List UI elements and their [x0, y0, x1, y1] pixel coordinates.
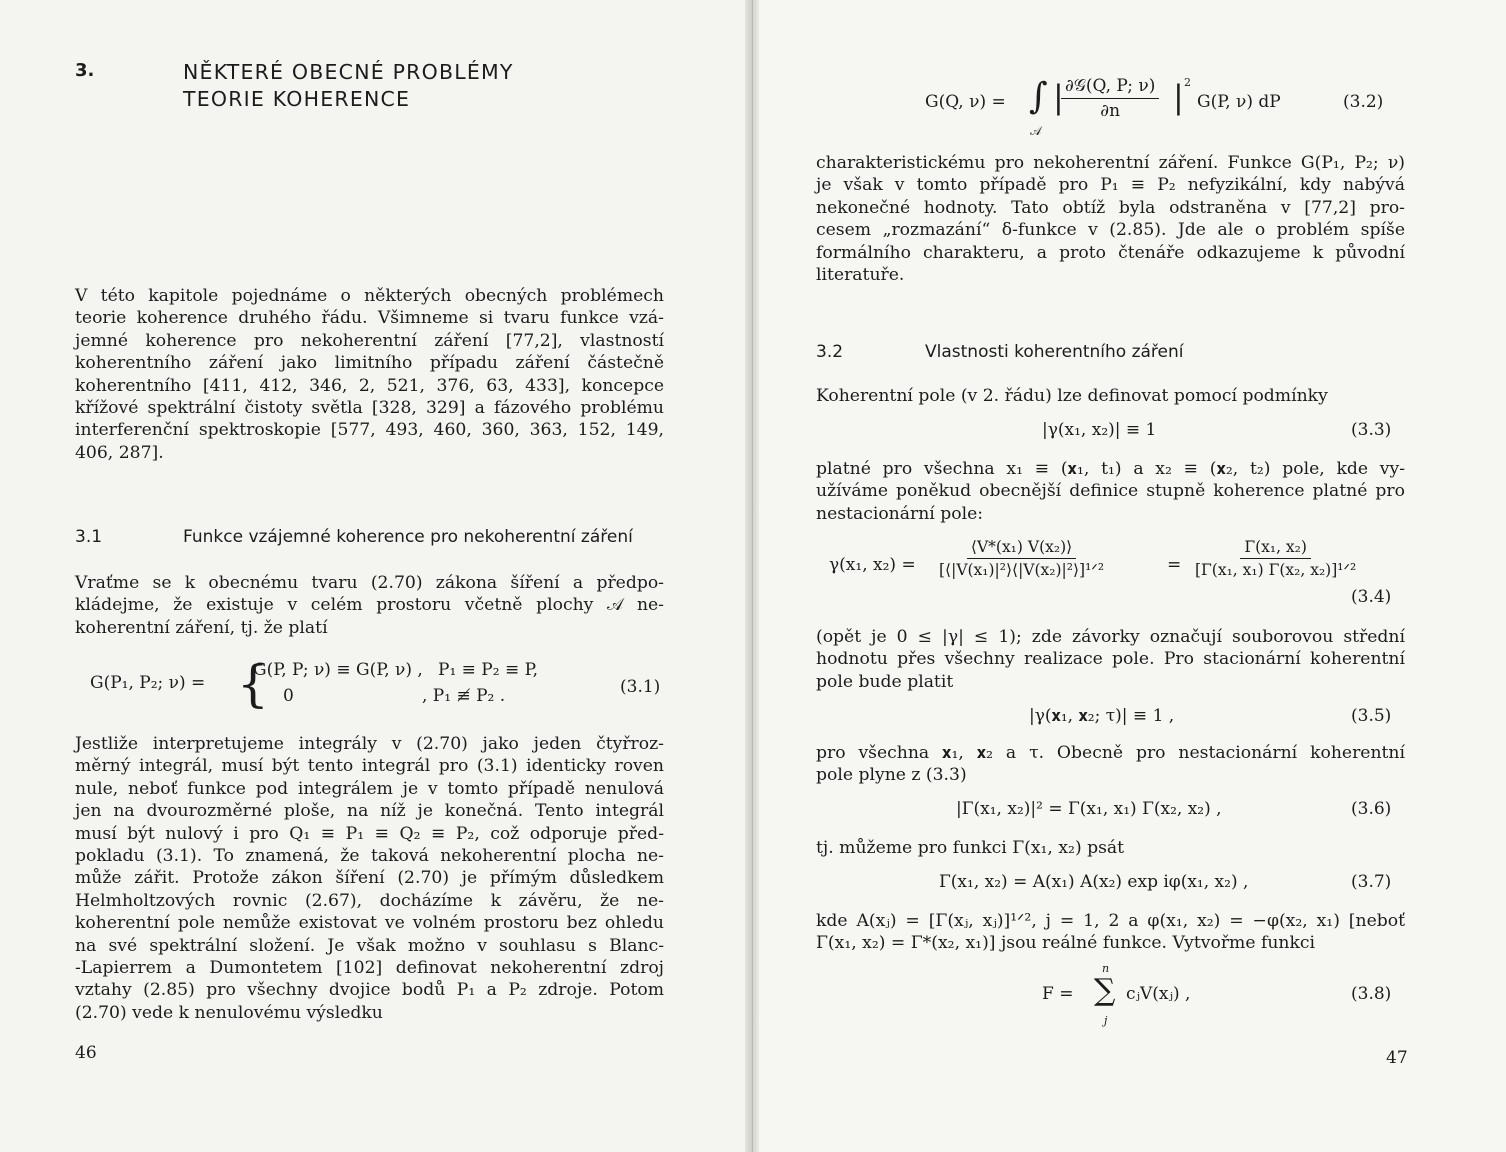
text-line: nule, neboť funkce pod integrálem je v tomto případě nenulová — [75, 778, 664, 799]
text-line: pole bude platit — [816, 671, 954, 692]
text-line: 406, 287]. — [75, 442, 164, 463]
text-line: teorie koherence druhého řádu. Všimneme si tvaru funkce vzá- — [75, 308, 664, 329]
eq-3-1-brace: { — [237, 655, 269, 713]
text-line: V této kapitole pojednáme o některých obecných problémech — [75, 286, 664, 306]
text-line: Koherentní pole (v 2. řádu) lze definovat pomocí podmínky — [816, 386, 1328, 406]
equation-3-7: Γ(x₁, x₂) = A(x₁) A(x₂) exp iφ(x₁, x₂) , — [939, 872, 1249, 892]
eq-3-2-fraction — [1061, 76, 1159, 121]
eq-3-2-number: (3.2) — [1343, 92, 1384, 112]
text-line: koherentní záření, tj. že platí — [75, 617, 328, 638]
eq-3-1-case-2-condition: , P₁ ≢ P₂ . — [422, 686, 506, 706]
text-line: literatuře. — [816, 265, 905, 286]
text-line: koherentního [411, 412, 346, 2, 521, 376, 63, 433], koncepce — [75, 375, 664, 396]
text-line: platné pro všechna x₁ ≡ (𝐱₁, t₁) a x₂ ≡ (𝐱₂, t₂) pole, kde vy- — [816, 459, 1405, 479]
eq-3-8-rhs: cⱼV(xⱼ) , — [1126, 984, 1191, 1004]
text-line: nestacionární pole: — [816, 503, 984, 524]
eq-3-2-abs-right: | — [1173, 78, 1184, 116]
eq-3-4-equals: = — [1167, 555, 1182, 575]
eq-3-4-number: (3.4) — [1351, 587, 1392, 607]
section-3-1-paragraph-2 — [75, 733, 664, 1024]
eq-3-1-number: (3.1) — [620, 677, 661, 697]
eq-3-2-lhs: G(Q, ν) = — [925, 92, 1006, 112]
eq-3-7-number: (3.7) — [1351, 872, 1392, 892]
eq-3-1-case-2: 0 — [283, 686, 294, 706]
right-page — [759, 0, 1506, 1152]
equation-3-2 — [925, 72, 1415, 144]
eq-3-4-denominator-2: [Γ(x₁, x₁) Γ(x₂, x₂)]¹ᐟ² — [1195, 561, 1357, 579]
chapter-title-line1: NĚKTERÉ OBECNÉ PROBLÉMY — [183, 60, 514, 84]
eq-3-2-denominator: ∂n — [1100, 101, 1121, 121]
equation-3-8 — [1042, 960, 1412, 1040]
text-line: tj. můžeme pro funkci Γ(x₁, x₂) psát — [816, 838, 1125, 858]
intro-paragraph — [75, 285, 664, 464]
eq-3-4-numerator-2: Γ(x₁, x₂) — [1240, 538, 1311, 559]
text-line: je však v tomto případě pro P₁ ≡ P₂ nefyzikální, kdy nabývá — [816, 175, 1405, 196]
text-line: nekonečné hodnoty. Tato obtíž byla odstraněna v [77,2] pro- — [816, 197, 1405, 218]
eq-3-4-lhs: γ(x₁, x₂) = — [829, 555, 916, 575]
section-3-1-number: 3.1 — [75, 527, 103, 547]
text-line: kládejme, že existuje v celém prostoru včetně plochy 𝒜 ne- — [75, 595, 664, 616]
text-line: -Lapierrem a Dumontetem [102] definovat nekoherentní zdroj — [75, 958, 664, 979]
eq-3-5-number: (3.5) — [1351, 706, 1392, 726]
right-paragraph-6 — [816, 837, 1405, 859]
text-line: interferenční spektroskopie [577, 493, 460, 360, 363, 152, 149, — [75, 420, 664, 441]
eq-3-2-rest: G(P, ν) dP — [1197, 92, 1281, 112]
right-paragraph-7 — [816, 910, 1405, 955]
text-line: na své spektrální složení. Je však možno v souhlasu s Blanc- — [75, 935, 664, 956]
text-line: hodnotu přes všechny realizace pole. Pro stacionární koherentní — [816, 649, 1405, 670]
text-line: cesem „rozmazání“ δ-funkce v (2.85). Jde ale o problém spíše — [816, 220, 1405, 241]
text-line: Jestliže interpretujeme integrály v (2.70) jako jeden čtyřroz- — [75, 734, 664, 754]
eq-3-1-case-1: G(P, P; ν) ≡ G(P, ν) , — [253, 660, 423, 680]
equation-3-6: |Γ(x₁, x₂)|² = Γ(x₁, x₁) Γ(x₂, x₂) , — [956, 799, 1222, 819]
eq-3-2-exponent: 2 — [1184, 76, 1191, 89]
eq-3-2-integral-sign: ∫ — [1029, 76, 1048, 117]
eq-3-2-domain: 𝒜 — [1030, 124, 1042, 138]
text-line: jen na dvourozměrné ploše, na níž je konečná. Tento integrál — [75, 801, 664, 822]
right-paragraph-2 — [816, 385, 1405, 407]
text-line: jemné koherence pro nekoherentní záření [77,2], vlastností — [75, 330, 664, 351]
right-paragraph-5 — [816, 742, 1405, 787]
eq-3-8-sum-sign: ∑ — [1094, 973, 1116, 1008]
eq-3-2-numerator: ∂𝒢(Q, P; ν) — [1061, 76, 1159, 99]
text-line: charakteristickému pro nekoherentní záření. Funkce G(P₁, P₂; ν) — [816, 153, 1405, 173]
eq-3-4-fraction-2 — [1191, 538, 1360, 579]
text-line: musí být nulový i pro Q₁ ≡ P₁ ≡ Q₂ ≡ P₂, což odporuje před- — [75, 823, 664, 844]
right-paragraph-4 — [816, 626, 1405, 693]
gutter-line — [752, 0, 753, 1152]
eq-3-4-fraction-1 — [935, 538, 1108, 579]
equation-3-5: |γ(𝐱₁, 𝐱₂; τ)| ≡ 1 , — [1029, 706, 1175, 726]
text-line: užíváme poněkud obecnější definice stupně koherence platné pro — [816, 481, 1405, 502]
eq-3-6-number: (3.6) — [1351, 799, 1392, 819]
section-3-2-title: Vlastnosti koherentního záření — [925, 342, 1184, 362]
text-line: Helmholtzových rovnic (2.67), docházíme k závěru, že ne- — [75, 890, 664, 911]
text-line: koherentního záření jako limitního případu záření částečně — [75, 353, 664, 374]
page-number-right: 47 — [1386, 1048, 1408, 1068]
text-line: křížové spektrální čistoty světla [328, 329] a fázového problému — [75, 398, 664, 419]
text-line: koherentní pole nemůže existovat ve volném prostoru bez ohledu — [75, 913, 664, 934]
equation-3-4 — [829, 535, 1409, 615]
chapter-title-line2: TEORIE KOHERENCE — [183, 87, 411, 111]
page-number-left: 46 — [75, 1043, 97, 1063]
section-3-1-title: Funkce vzájemné koherence pro nekoherentní záření — [183, 527, 633, 547]
equation-3-1 — [90, 655, 665, 718]
eq-3-8-sum-bottom: j — [1104, 1014, 1108, 1027]
text-line: pokladu (3.1). To znamená, že taková nekoherentní plocha ne- — [75, 846, 664, 867]
eq-3-1-case-1-condition: P₁ ≡ P₂ ≡ P, — [438, 660, 539, 680]
text-line: formálního charakteru, a proto čtenáře odkazujeme k původní — [816, 242, 1405, 263]
eq-3-1-lhs: G(P₁, P₂; ν) = — [90, 673, 206, 693]
eq-3-4-numerator-1: ⟨V*(x₁) V(x₂)⟩ — [967, 538, 1076, 559]
text-line: Γ(x₁, x₂) = Γ*(x₂, x₁)] jsou reálné funkce. Vytvořme funkci — [816, 933, 1316, 954]
text-line: může zářit. Protože zákon šíření (2.70) je přímým důsledkem — [75, 868, 664, 889]
text-line: pro všechna 𝐱₁, 𝐱₂ a τ. Obecně pro nestacionární koherentní — [816, 743, 1405, 763]
eq-3-4-denominator-1: [⟨|V(x₁)|²⟩⟨|V(x₂)|²⟩]¹ᐟ² — [939, 561, 1105, 579]
left-page — [0, 0, 752, 1152]
eq-3-2-abs-left: | — [1053, 78, 1064, 116]
text-line: kde A(xⱼ) = [Γ(xⱼ, xⱼ)]¹ᐟ², j = 1, 2 a φ(x₁, x₂) = −φ(x₂, x₁) [neboť — [816, 911, 1405, 931]
eq-3-3-number: (3.3) — [1351, 420, 1392, 440]
eq-3-8-number: (3.8) — [1351, 984, 1392, 1004]
text-line: měrný integrál, musí být tento integrál pro (3.1) identicky roven — [75, 756, 664, 777]
right-paragraph-1 — [816, 152, 1405, 286]
text-line: vztahy (2.85) pro všechny dvojice bodů P₁ a P₂ zdroje. Potom — [75, 980, 664, 1001]
text-line: Vraťme se k obecnému tvaru (2.70) zákona šíření a předpo- — [75, 573, 664, 593]
chapter-number: 3. — [75, 60, 95, 81]
section-3-2-number: 3.2 — [816, 342, 844, 362]
eq-3-8-sum-top: n — [1102, 962, 1110, 975]
eq-3-8-lhs: F = — [1042, 984, 1074, 1004]
text-line: (opět je 0 ≤ |γ| ≤ 1); zde závorky označují souborovou střední — [816, 627, 1405, 647]
text-line: (2.70) vede k nenulovému výsledku — [75, 1002, 383, 1023]
text-line: pole plyne z (3.3) — [816, 765, 967, 786]
right-paragraph-3 — [816, 458, 1405, 525]
equation-3-3: |γ(x₁, x₂)| ≡ 1 — [1042, 420, 1157, 440]
section-3-1-paragraph-1 — [75, 572, 664, 639]
